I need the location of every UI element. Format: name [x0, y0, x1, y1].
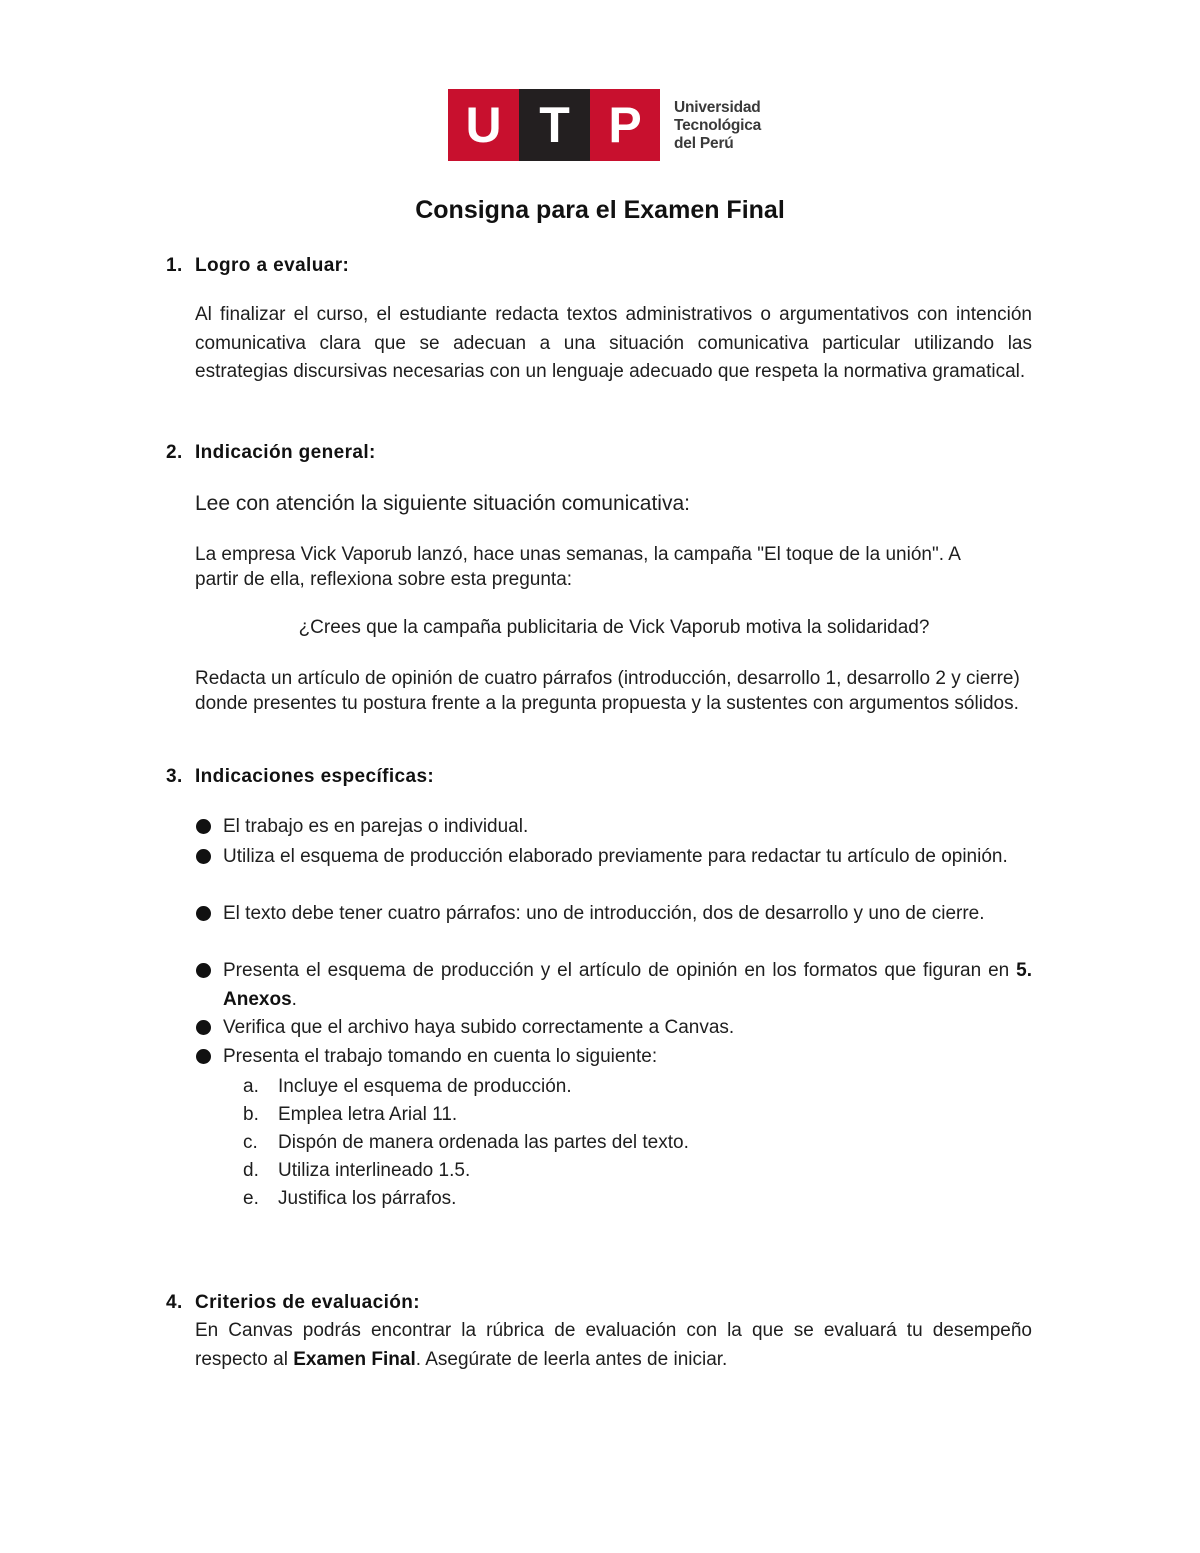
section-number: 2.	[166, 442, 183, 463]
bullet-text	[223, 957, 1032, 1014]
bullet-item	[196, 957, 1032, 1014]
bullet-item	[196, 843, 1032, 872]
section-heading-text: Criterios de evaluación:	[195, 1292, 421, 1313]
bullet-icon	[196, 849, 211, 864]
sub-list-item	[243, 1129, 689, 1157]
logo-letter-u: U	[465, 97, 502, 153]
sub-list-item	[243, 1073, 572, 1101]
section-number: 4.	[166, 1292, 183, 1313]
logo-block-u	[448, 89, 519, 161]
section-2-task: Redacta un artículo de opinión de cuatro párrafos (introducción, desarrollo 1, desarrollo 2 y cierre) donde presentes tu postura frente a la pregunta propuesta y la sustentes con argumentos sólidos.	[195, 668, 1020, 714]
section-2-lead: Lee con atención la siguiente situación comunicativa:	[195, 492, 690, 515]
sub-list-letter: b.	[243, 1104, 259, 1125]
section-1-heading	[166, 254, 349, 278]
bullet-icon	[196, 1049, 211, 1064]
logo-university-name	[674, 99, 761, 153]
utp-logo	[448, 89, 778, 161]
sub-list-text: Justifica los párrafos.	[278, 1188, 457, 1209]
document-title: Consigna para el Examen Final	[415, 196, 785, 224]
bullet-text-pre: Presenta el esquema de producción y el artículo de opinión en los formatos que figuran en	[223, 960, 1017, 981]
sub-list-text: Utiliza interlineado 1.5.	[278, 1160, 471, 1181]
sub-list-item	[243, 1157, 470, 1185]
sub-list-item	[243, 1101, 457, 1129]
section-1-body: Al finalizar el curso, el estudiante redacta textos administrativos o argumentativos con intención comunicativa clara que se adecuan a una situación comunicativa particular utilizando las estrategias discursivas necesarias con un lenguaje adecuado que respeta la normativa gramatical.	[195, 304, 1032, 382]
logo-name-line: Universidad	[674, 99, 761, 116]
bullet-icon	[196, 1020, 211, 1035]
section-4-body-pre: En Canvas podrás encontrar la rúbrica de evaluación con la que se evaluará tu desempeño respecto al	[195, 1320, 1032, 1370]
section-4-body	[195, 1317, 1032, 1374]
logo-block-p	[590, 89, 660, 161]
section-heading-text: Indicación general:	[195, 442, 376, 463]
bullet-text: El trabajo es en parejas o individual.	[223, 816, 529, 837]
section-heading-text: Logro a evaluar:	[195, 255, 350, 276]
sub-list-text: Emplea letra Arial 11.	[278, 1104, 458, 1125]
bullet-text-post: .	[291, 988, 297, 1010]
bullet-item	[196, 900, 1032, 929]
bullet-text: Utiliza el esquema de producción elaborado previamente para redactar tu artículo de opinión.	[223, 846, 1008, 867]
bullet-text: Presenta el trabajo tomando en cuenta lo siguiente:	[223, 1046, 658, 1067]
section-heading-text: Indicaciones específicas:	[195, 766, 435, 787]
logo-letter-p: P	[608, 97, 642, 153]
bullet-icon	[196, 963, 211, 978]
exam-name: Examen Final	[293, 1348, 416, 1370]
logo-name-line: Tecnológica	[674, 117, 762, 134]
section-number: 1.	[166, 255, 183, 276]
sub-list-item	[243, 1185, 456, 1213]
section-number: 3.	[166, 766, 183, 787]
logo-letter-t: T	[539, 97, 570, 153]
bullet-icon	[196, 906, 211, 921]
sub-list-text: Incluye el esquema de producción.	[278, 1076, 572, 1097]
sub-list-letter: c.	[243, 1132, 258, 1153]
section-2-context: La empresa Vick Vaporub lanzó, hace unas semanas, la campaña "El toque de la unión". A partir de ella, reflexiona sobre esta pregunta:	[195, 544, 960, 590]
logo-block-t	[519, 89, 590, 161]
sub-list-letter: d.	[243, 1160, 259, 1181]
annex-reference: 5. Anexos	[223, 960, 1032, 1010]
section-2-question: ¿Crees que la campaña publicitaria de Vick Vaporub motiva la solidaridad?	[298, 617, 930, 638]
section-4-heading	[166, 1291, 420, 1315]
section-3-heading	[166, 765, 434, 789]
bullet-text: Verifica que el archivo haya subido correctamente a Canvas.	[223, 1017, 735, 1038]
section-4-body-post: . Asegúrate de leerla antes de iniciar.	[415, 1348, 728, 1370]
sub-list-letter: a.	[243, 1076, 259, 1097]
logo-name-line: del Perú	[674, 135, 734, 152]
bullet-text: El texto debe tener cuatro párrafos: uno de introducción, dos de desarrollo y uno de cierre.	[223, 903, 985, 924]
sub-list-letter: e.	[243, 1188, 259, 1209]
bullet-item	[196, 813, 1032, 842]
section-2-heading	[166, 441, 376, 465]
bullet-item	[196, 1014, 1032, 1043]
bullet-item	[196, 1043, 1032, 1072]
sub-list-text: Dispón de manera ordenada las partes del texto.	[278, 1132, 689, 1153]
bullet-icon	[196, 819, 211, 834]
